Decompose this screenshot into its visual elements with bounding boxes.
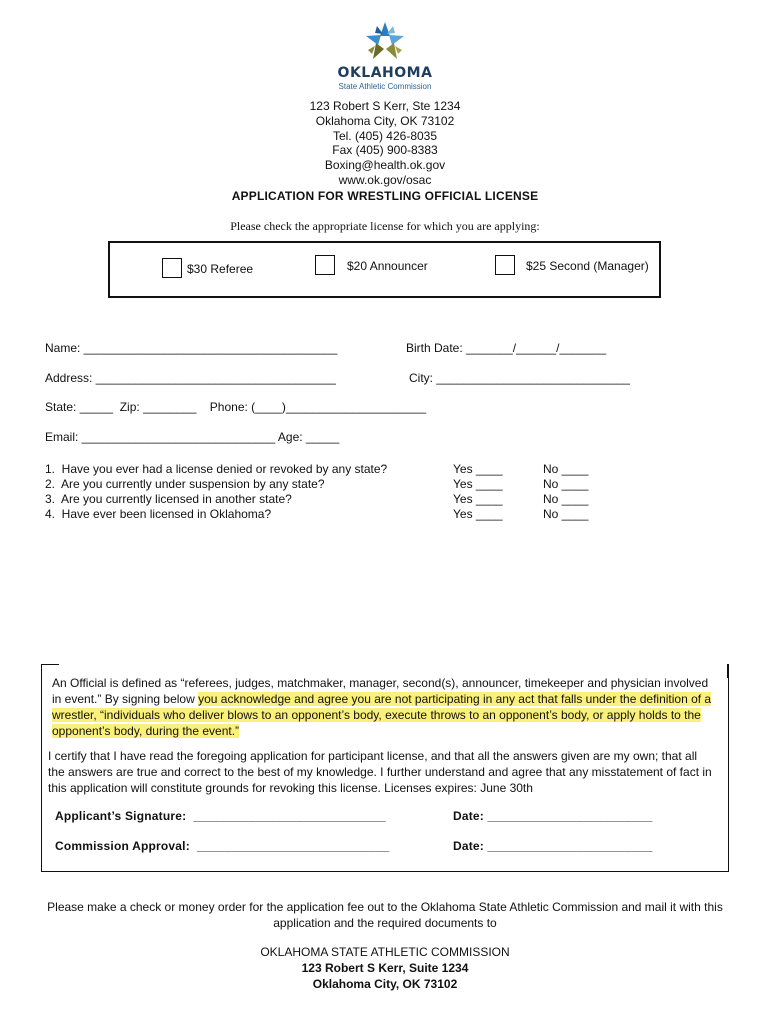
logo-subtitle: State Athletic Commission xyxy=(338,82,432,91)
name-field[interactable]: Name: ______________________________________ xyxy=(45,341,338,355)
applicant-signature-field[interactable]: Applicant’s Signature: ____________________________ xyxy=(55,809,386,823)
logo-wordmark: OKLAHOMA xyxy=(337,65,433,81)
questions-list xyxy=(45,462,387,522)
state-zip-phone-field[interactable]: State: _____ Zip: ________ Phone: (____)_____________________ xyxy=(45,400,426,414)
website-link[interactable]: www.ok.gov/osac xyxy=(338,172,432,187)
commission-approval-field[interactable]: Commission Approval: ____________________________ xyxy=(55,839,390,853)
no-blank[interactable]: No ____ xyxy=(543,507,589,521)
birth-date-field[interactable]: Birth Date: _______/______/_______ xyxy=(406,341,607,355)
question-text: 2. Are you currently under suspension by any state? xyxy=(45,477,325,491)
yes-answers xyxy=(453,462,503,522)
second-manager-checkbox[interactable] xyxy=(495,255,515,275)
no-blank[interactable]: No ____ xyxy=(543,477,589,491)
mailing-city: Oklahoma City, OK 73102 xyxy=(312,977,458,991)
commission-logo-icon xyxy=(352,18,418,64)
yes-blank[interactable]: Yes ____ xyxy=(453,462,503,476)
mailing-instruction: Please make a check or money order for the application fee out to the Oklahoma State Athletic Commission and mail it with this application and the required documents to xyxy=(47,900,723,930)
city-field[interactable]: City: _____________________________ xyxy=(409,371,630,385)
second-manager-label: $25 Second (Manager) xyxy=(526,259,649,273)
announcer-label: $20 Announcer xyxy=(347,259,428,273)
question-text: 1. Have you ever had a license denied or revoked by any state? xyxy=(45,462,388,476)
referee-label: $30 Referee xyxy=(187,262,254,276)
mailing-org: OKLAHOMA STATE ATHLETIC COMMISSION xyxy=(260,945,510,959)
license-instruction: Please check the appropriate license for which you are applying: xyxy=(230,219,540,233)
agency-address xyxy=(0,99,770,188)
no-blank[interactable]: No ____ xyxy=(543,492,589,506)
certification-statement: I certify that I have read the foregoing application for participant license, and that all the answers given are my own; that all the answers are true and correct to the best of my knowledge. I further understand and agree that any misstatement of fact in this application will constitute grounds for revoking this license. Licenses expires: June 30th xyxy=(48,749,712,795)
no-answers xyxy=(543,462,588,522)
address-line: 123 Robert S Kerr, Ste 1234 xyxy=(309,99,461,113)
commission-date-field[interactable]: Date: ________________________ xyxy=(453,839,653,853)
no-blank[interactable]: No ____ xyxy=(543,462,589,476)
form-title: APPLICATION FOR WRESTLING OFFICIAL LICENSE xyxy=(231,189,539,203)
question-text: 4. Have ever been licensed in Oklahoma? xyxy=(45,507,272,521)
phone-line: Tel. (405) 426-8035 xyxy=(332,128,438,143)
official-definition xyxy=(52,675,712,739)
highlighted-acknowledgement: you acknowledge and agree you are not participating in any act that falls under the definition of a wrestler, “individuals who deliver blows to an opponent’s body, execute throws to an opponent’s body, or apply holds to the opponent’s body, during the event.” xyxy=(52,692,712,738)
mailing-street: 123 Robert S Kerr, Suite 1234 xyxy=(301,961,469,975)
applicant-date-field[interactable]: Date: ________________________ xyxy=(453,809,653,823)
box-divider xyxy=(41,664,59,665)
address-line: Oklahoma City, OK 73102 xyxy=(315,113,455,128)
yes-blank[interactable]: Yes ____ xyxy=(453,492,503,506)
question-text: 3. Are you currently licensed in another state? xyxy=(45,492,292,506)
definition-text: An Official is defined as “referees, judges, matchmaker, manager, second(s), announcer, timekeeper and physician involved in event.” By signing below xyxy=(52,676,709,706)
yes-blank[interactable]: Yes ____ xyxy=(453,477,503,491)
box-divider xyxy=(727,664,729,678)
fax-line: Fax (405) 900-8383 xyxy=(332,143,438,158)
announcer-checkbox[interactable] xyxy=(315,255,335,275)
address-field[interactable]: Address: ____________________________________ xyxy=(45,371,336,385)
email-age-field[interactable]: Email: _____________________________ Age: _____ xyxy=(45,430,340,444)
referee-checkbox[interactable] xyxy=(162,258,182,278)
email-link[interactable]: Boxing@health.ok.gov xyxy=(324,158,446,173)
yes-blank[interactable]: Yes ____ xyxy=(453,507,503,521)
